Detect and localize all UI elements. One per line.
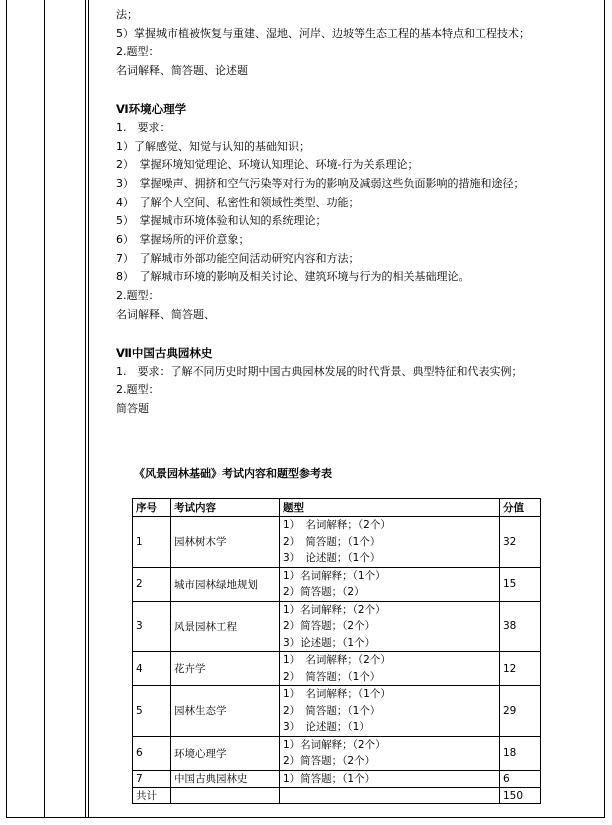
frame-line-col1 (44, 0, 45, 818)
cell-content: 园林生态学 (171, 686, 280, 737)
table-total-row (133, 788, 541, 804)
requirement-line: 1. 要求：了解不同历史时期中国古典园林发展的时代背景、典型特征和代表实例； (116, 364, 523, 378)
question-type-line: 1）名词解释；（2个） (283, 738, 386, 751)
requirement-item: 6） 掌握场所的评价意象； (116, 233, 250, 247)
cell-score: 15 (500, 567, 541, 601)
cell-question-types (280, 517, 500, 568)
total-score: 150 (500, 788, 541, 804)
requirement-item: 3） 掌握噪声、拥挤和空气污染等对行为的影响及减弱这些负面影响的措施和途径； (116, 176, 525, 190)
table-header-row (133, 499, 541, 517)
section-6-title: Ⅵ环境心理学 (116, 101, 187, 116)
cell-no: 6 (133, 736, 171, 770)
frame-line-col2 (85, 0, 86, 818)
header-type: 题型 (280, 499, 500, 517)
table-row (133, 517, 541, 568)
question-type-line: 3） 论述题；（1） (283, 721, 370, 733)
question-type-line: 2） 简答题；（1个） (283, 535, 381, 548)
frame-line-right (604, 0, 605, 818)
cell-question-types (280, 601, 500, 652)
table-row (133, 567, 541, 601)
cell-score: 29 (500, 686, 541, 737)
requirement-item: 8） 了解城市环境的影响及相关讨论、建筑环境与行为的相关基础理论。 (116, 270, 470, 284)
table-title: 《风景园林基础》考试内容和题型参考表 (134, 467, 332, 480)
header-score: 分值 (500, 499, 541, 517)
table-body (133, 517, 541, 804)
question-type-line: 1） 名词解释；（2个） (283, 654, 391, 666)
question-types: 简答题 (116, 401, 149, 415)
question-type-label: 2.题型： (116, 289, 160, 303)
header-content: 考试内容 (171, 499, 280, 517)
cell-question-types (280, 567, 500, 601)
question-type-line: 2） 简答题；（1个） (283, 704, 381, 717)
requirement-item: 1）了解感觉、知觉与认知的基础知识； (116, 139, 310, 153)
question-types: 名词解释、简答题、 (116, 307, 215, 321)
text-line: 5）掌握城市植被恢复与重建、湿地、河岸、边坡等生态工程的基本特点和工程技术； (116, 26, 530, 40)
total-empty-cell (280, 788, 500, 804)
frame-line-left (6, 0, 7, 818)
cell-content: 环境心理学 (171, 736, 280, 770)
document-body (116, 6, 586, 419)
question-type-line: 2） 简答题；（1个） (283, 670, 381, 683)
question-type-line: 2）简答题；（2个） (283, 755, 376, 767)
total-label: 共计 (133, 788, 171, 804)
cell-score: 32 (500, 517, 541, 568)
table-row (133, 770, 541, 788)
table-row (133, 652, 541, 686)
question-type-line: 2）简答题；（2） (283, 586, 365, 598)
cell-no: 2 (133, 567, 171, 601)
text-line: 法； (116, 8, 138, 21)
question-type-line: 3）论述题；（1个） (283, 636, 376, 649)
section-7-title: Ⅶ中国古典园林史 (116, 345, 213, 360)
table-row (133, 736, 541, 770)
text-line: 名词解释、简答题、论述题 (116, 64, 248, 78)
cell-no: 7 (133, 770, 171, 788)
cell-question-types (280, 686, 500, 737)
cell-question-types (280, 652, 500, 686)
cell-score: 6 (500, 770, 541, 788)
requirements-label: 1. 要求： (116, 120, 171, 134)
header-no: 序号 (133, 499, 171, 517)
requirement-item: 2） 掌握环境知觉理论、环境认知理论、环境-行为关系理论； (116, 158, 419, 172)
question-type-line: 1）简答题；（1个） (283, 772, 376, 785)
cell-content: 城市园林绿地规划 (171, 567, 280, 601)
table-row (133, 686, 541, 737)
question-type-line: 2）简答题；（2个） (283, 620, 376, 632)
question-type-label: 2.题型： (116, 383, 160, 397)
question-type-line: 1）名词解释；（1个） (283, 569, 386, 582)
cell-score: 38 (500, 601, 541, 652)
requirement-item: 5） 掌握城市环境体验和认知的系统理论； (116, 214, 327, 228)
cell-question-types (280, 770, 500, 788)
total-empty-cell (171, 788, 280, 804)
text-line: 2.题型： (116, 45, 160, 59)
requirement-item: 7） 了解城市外部功能空间活动研究内容和方法； (116, 251, 360, 265)
cell-no: 4 (133, 652, 171, 686)
cell-no: 5 (133, 686, 171, 737)
cell-no: 1 (133, 517, 171, 568)
cell-question-types (280, 736, 500, 770)
cell-content: 中国古典园林史 (171, 770, 280, 788)
frame-line-col3 (88, 0, 89, 818)
question-type-line: 1）名词解释；（2个） (283, 603, 386, 616)
question-type-line: 3） 论述题；（1个） (283, 552, 381, 564)
question-type-line: 1） 名词解释；（2个） (283, 519, 391, 531)
cell-score: 18 (500, 736, 541, 770)
exam-table (132, 498, 541, 804)
cell-content: 风景园林工程 (171, 601, 280, 652)
requirement-item: 4） 了解个人空间、私密性和领域性类型、功能； (116, 195, 360, 209)
cell-score: 12 (500, 652, 541, 686)
cell-content: 园林树木学 (171, 517, 280, 568)
cell-content: 花卉学 (171, 652, 280, 686)
frame-line-bottom (6, 817, 605, 818)
question-type-line: 1） 名词解释；（1个） (283, 688, 391, 700)
table-row (133, 601, 541, 652)
cell-no: 3 (133, 601, 171, 652)
